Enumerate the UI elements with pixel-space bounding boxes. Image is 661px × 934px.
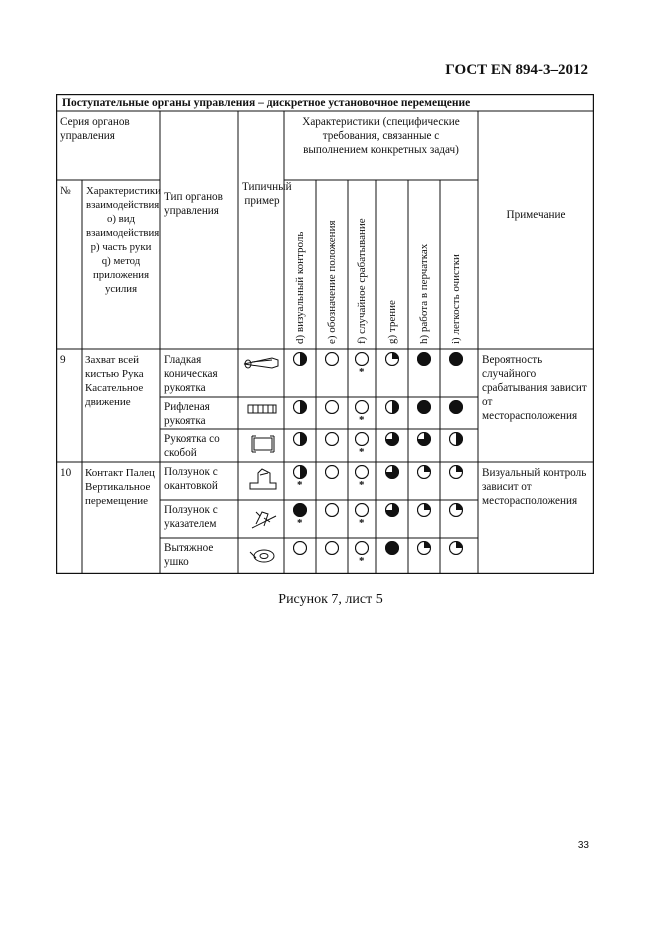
smooth-conical-handle-icon [242,354,282,374]
rating-symbol-empty [355,541,369,555]
rating-symbol-empty [293,541,307,555]
asterisk-mark: * [359,414,365,426]
edged-slider-icon [242,465,282,495]
column-accidental-actuation: f) случайное срабатывание [356,218,368,344]
document-code: ГОСТ EN 894-3–2012 [445,62,588,78]
column-visual-control: d) визуальный контроль [294,231,306,344]
column-ease-of-cleaning: i) легкость очистки [450,254,462,344]
rating-symbol-threequarter [417,432,431,446]
pull-ring-icon [242,540,282,570]
rating-symbol-quarter [449,541,463,555]
asterisk-mark: * [359,366,365,378]
rating-symbol-quarter [417,465,431,479]
column-friction: g) трение [386,300,398,344]
rating-symbol-full [417,352,431,366]
header-series: Серия органов управления [60,116,130,142]
rating-symbol-empty [325,465,339,479]
rating-symbol-half [293,432,307,446]
rating-symbol-full [449,352,463,366]
rating-symbol-empty [325,400,339,414]
group-number: 9 [60,354,66,366]
rating-symbol-half [385,400,399,414]
control-type: Ползунок с окантовкой [164,466,218,492]
asterisk-mark: * [297,517,303,529]
rating-symbol-half [449,432,463,446]
control-type: Рифленая рукоятка [164,401,210,427]
header-characteristics: Характеристики (специфические требования, связанные с выполнением конкретных задач) [302,116,460,156]
asterisk-mark: * [359,555,365,567]
rating-symbol-threequarter [385,432,399,446]
asterisk-mark: * [297,479,303,491]
group-note: Вероятность случайного срабатывания зависит от месторасположения [482,354,587,422]
rating-symbol-empty [355,432,369,446]
header-typical-example: Типичный пример [242,181,292,207]
rating-symbol-quarter [449,465,463,479]
figure-caption: Рисунок 7, лист 5 [278,592,383,607]
rating-symbol-full [449,400,463,414]
rating-symbol-quarter [449,503,463,517]
rating-symbol-threequarter [385,503,399,517]
table-title: Поступательные органы управления – дискретное установочное перемещение [62,97,471,109]
rating-symbol-threequarter [385,465,399,479]
rating-symbol-empty [325,541,339,555]
control-type: Ползунок с указателем [164,504,218,530]
rating-symbol-full [417,400,431,414]
ribbed-handle-icon [242,400,282,418]
header-control-type: Тип органов управления [164,191,223,217]
asterisk-mark: * [359,517,365,529]
rating-symbol-quarter [417,541,431,555]
control-type: Рукоятка со скобой [164,433,220,459]
rating-symbol-full [293,503,307,517]
group-interaction: Захват всей кистью Рука Касательное движение [85,354,144,408]
rating-symbol-empty [355,503,369,517]
asterisk-mark: * [359,446,365,458]
rating-symbol-half [293,465,307,479]
page-number: 33 [577,840,589,851]
group-interaction: Контакт Палец Вертикальное перемещение [85,467,155,507]
rating-symbol-empty [325,432,339,446]
control-type: Вытяжное ушко [164,542,214,568]
control-type: Гладкая коническая рукоятка [164,354,218,394]
rating-symbol-empty [355,400,369,414]
header-interaction: Характеристики взаимодействия о) вид взаимодействия р) часть руки q) метод приложения усилия [86,185,161,295]
pointer-slider-icon [242,502,282,534]
group-note: Визуальный контроль зависит от месторасположения [482,467,587,507]
header-number: № [60,185,71,197]
header-note: Примечание [506,209,566,221]
asterisk-mark: * [359,479,365,491]
rating-symbol-empty [325,503,339,517]
bracket-handle-icon [242,432,282,456]
rating-symbol-full [385,541,399,555]
rating-symbol-half [293,352,307,366]
rating-symbol-empty [355,352,369,366]
rating-symbol-empty [325,352,339,366]
column-position-indication: e) обозначение положения [326,220,338,344]
controls-table [56,94,594,574]
group-number: 10 [60,467,72,479]
rating-symbol-empty [355,465,369,479]
rating-symbol-quarter [385,352,399,366]
rating-symbol-half [293,400,307,414]
rating-symbol-quarter [417,503,431,517]
column-glove-operation: h) работа в перчатках [418,243,430,344]
